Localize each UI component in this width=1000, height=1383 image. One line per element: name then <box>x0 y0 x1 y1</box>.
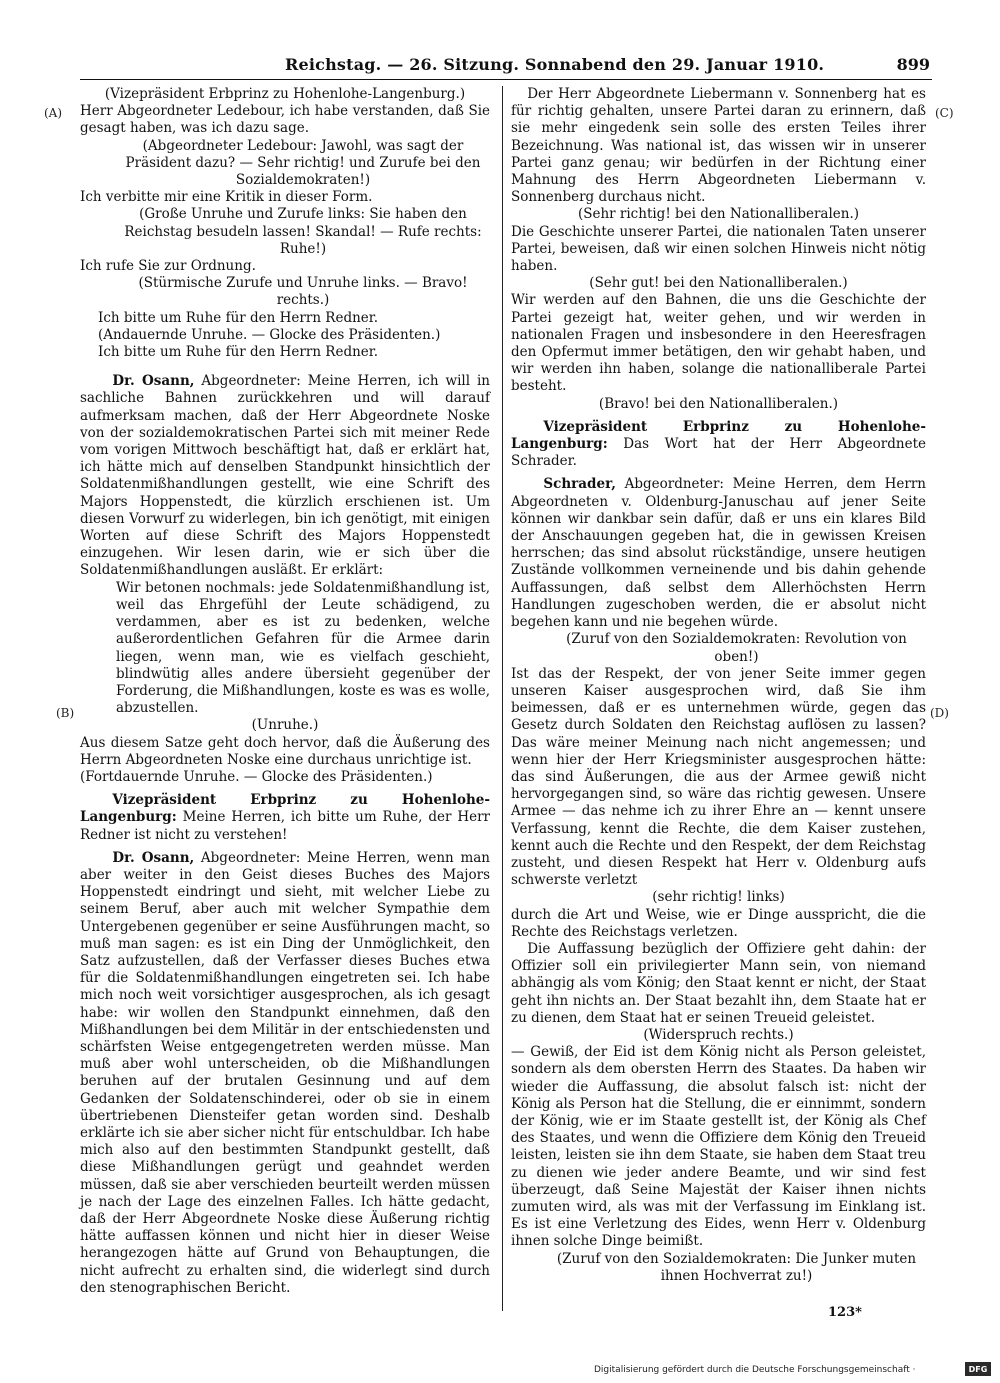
text-block <box>511 224 926 276</box>
text-content: Die Auffassung bezüglich der Offiziere geht dahin: der Offizier soll ein privilegierter Mann sein, von niemand abhängig als vom König; den Staat kennt er nicht, der Staat geht ihn nichts an. Der Staat bezahlt ihn, dem Staate hat er zu dienen, dem Staat hat er seinen Treueid geleistet. <box>511 940 926 1026</box>
text-block <box>511 1027 926 1044</box>
text-content: (Widerspruch rechts.) <box>643 1026 794 1043</box>
text-content: (Stürmische Zurufe und Unruhe links. — Bravo! rechts.) <box>138 275 468 309</box>
text-block <box>80 792 490 844</box>
margin-mark-c: (C) <box>935 106 954 120</box>
text-block <box>511 396 926 413</box>
text-content: Abgeordneter: Meine Herren, ich will in sachliche Bahnen zurückkehren und will darauf aufmerksam machen, daß der Herr Abgeordnete Noske von der sozialdemokratischen Partei sich mit meiner Rede vom vorigen Mittwoch beschäftigt hat, daß er erklärt hat, ich hätte mich auf denselben Standpunkt hinsichtlich der Soldatenmißhandlungen gestellt, wie eine Schrift des Majors Hoppenstedt, die kürzlich erschienen ist. Um diesen Vorwurf zu widerlegen, bin ich genötigt, mit einigen Worten auf diese Schrift des Majors Hoppenstedt einzugehen. Wir lesen darin, wie er sich über die Soldatenmißhandlungen ausläßt. Er erklärt: <box>80 373 490 579</box>
text-content: (Sehr richtig! bei den Nationalliberalen.) <box>577 206 860 223</box>
speaker-name: Dr. Osann, <box>112 373 195 390</box>
text-block <box>511 1251 926 1285</box>
column-divider <box>502 86 503 1311</box>
margin-mark-a: (A) <box>44 106 63 120</box>
text-block <box>511 419 926 471</box>
text-content: Herr Abgeordneter Ledebour, ich habe verstanden, daß Sie gesagt haben, was ich dazu sage. <box>80 103 490 137</box>
speaker-name: Vizepräsident Erbprinz zu Hohenlohe-Langenburg: <box>511 418 926 453</box>
margin-mark-d: (D) <box>930 706 949 720</box>
text-content: Ich verbitte mir eine Kritik in dieser Form. <box>80 189 373 206</box>
text-content: Abgeordneter: Meine Herren, dem Herrn Abgeordneten v. Oldenburg-Januschau auf jener Seite können wir dankbar sein dafür, daß er uns ein klares Bild der Anschauungen gegeben hat, die in gewissen Kreisen herrschen; das sind absolut rückständige, unsere heutigen Zustände vollkommen verneinende und bis dahin gehende Auffassungen, daß selbst dem Allerhöchsten Herrn Handlungen zugeschoben werden, die er absolut nicht begehen kann und nie begehen würde. <box>511 476 926 631</box>
page-title: Reichstag. — 26. Sitzung. Sonnabend den 29. Januar 1910. <box>285 55 825 74</box>
paragraph-gap <box>80 361 490 373</box>
text-content: Ich bitte um Ruhe für den Herrn Redner. <box>98 344 379 361</box>
text-content: Wir werden auf den Bahnen, die uns die Geschichte der Partei gezeigt hat, weiter gehen, und wir werden in nationalen Fragen und insbesondere in den Heeresfragen den Opfermut immer betätigen, den wir gehabt haben, und wir werden ihn haben, solange die nationalliberale Partei besteht. <box>511 292 926 395</box>
text-content: (Andauernde Unruhe. — Glocke des Präsidenten.) <box>98 326 441 343</box>
text-content: Meine Herren, ich bitte um Ruhe, der Herr Redner ist nicht zu verstehen! <box>80 809 490 843</box>
text-content: (sehr richtig! links) <box>652 889 785 906</box>
dfg-logo: DFG <box>965 1362 991 1376</box>
text-content: (Unruhe.) <box>251 717 319 734</box>
text-content: (Zuruf von den Sozialdemokraten: Revolution von oben!) <box>566 631 907 665</box>
right-text-column <box>511 86 926 1285</box>
text-content: (Fortdauernde Unruhe. — Glocke des Präsidenten.) <box>80 768 433 785</box>
text-block <box>80 373 490 579</box>
text-block <box>80 206 490 258</box>
text-content: Abgeordneter: Meine Herren, wenn man aber weiter in den Geist dieses Buches des Majors Hoppenstedt eindringt und sieht, mit welcher Liebe zu seinem Beruf, aber auch mit welcher Sympathie dem Untergebenen gegenüber er seine Ausführungen macht, so muß man sagen: es ist ein Ding der Unmöglichkeit, den Satz aufzustellen, daß der Verfasser dieses Buches etwa für die Soldatenmißhandlungen eingetreten sei. Ich habe mich noch weit vorsichtiger ausgesprochen, als ich gesagt habe: wir wollen den Standpunkt einnehmen, daß den Mißhandlungen bei dem Militär in der entschiedensten und schärfsten Weise entgegengetreten werden müsse. Man muß aber wohl unterscheiden, ob die Mißhandlungen beruhen auf der brutalen Gesinnung und auf dem Gedanken der Soldatenschinderei, oder ob sie in einem übertriebenen Diensteifer getan worden sind. Deshalb erklärte ich sie aber sicher nicht für entschuldbar. Ich habe mich also auf den bestimmten Standpunkt gestellt, daß diese Mißhandlungen gerügt und geahndet werden müssen, daß sie aber verschieden beurteilt werden müssen je nach der Lage des einzelnen Falles. Ich hätte gedacht, daß der Herr Abgeordnete Noske diese Äußerung richtig hätte auffassen können und nicht hier in dieser Weise herangezogen hätte auf Grund von Behauptungen, die nicht aufrecht zu erhalten sind, die widerlegt sind durch den stenographischen Bericht. <box>80 849 490 1296</box>
left-text-column <box>80 86 490 1297</box>
text-block <box>80 735 490 769</box>
text-content: durch die Art und Weise, wie er Dinge ausspricht, die die Rechte des Reichstags verletzen. <box>511 906 926 940</box>
text-content: Ich bitte um Ruhe für den Herrn Redner. <box>98 309 379 326</box>
text-block <box>511 476 926 631</box>
text-content: (Zuruf von den Sozialdemokraten: Die Junker muten ihnen Hochverrat zu!) <box>556 1250 917 1284</box>
text-block <box>80 327 490 344</box>
text-block <box>80 769 490 786</box>
page-header <box>80 55 930 77</box>
text-content: Der Herr Abgeordnete Liebermann v. Sonnenberg hat es für richtig gehalten, unsere Partei daran zu erinnern, daß sie mehr eingedenk sein solle des ersten Teiles ihrer Bezeichnung. Was national ist, das wissen wir in unserer Partei ganz genau; wir bedürfen in der Richtung einer Mahnung des Herrn Abgeordneten Liebermann v. Sonnenberg durchaus nicht. <box>511 86 926 206</box>
header-rule <box>80 79 932 80</box>
text-block <box>511 292 926 395</box>
speaker-name: Dr. Osann, <box>112 849 195 866</box>
text-block <box>80 138 490 190</box>
text-block <box>511 631 926 665</box>
text-block <box>80 850 490 1297</box>
footer-credit: Digitalisierung gefördert durch die Deutsche Forschungsgemeinschaft · <box>594 1365 916 1375</box>
text-content: — Gewiß, der Eid ist dem König nicht als Person geleistet, sondern als dem obersten Herrn des Staates. Da haben wir wieder die Auffassung, die absolut falsch ist: nicht der König als Person hat die Stellung, die er einnimmt, sondern der König, wie er im Staate gestellt ist, der König als Chef des Staates, und wenn die Offiziere dem König den Treueid leisten, leisten sie ihn dem Staate, sie haben dem Staat treu zu dienen wie jeder andere Beamte, und wir sind fest überzeugt, daß Seine Majestät der Kaiser ihnen nichts zumuten wird, als was mit der Verfassung im Einklang ist. Es ist eine Verletzung des Eides, wenn Herr v. Oldenburg ihnen solche Dinge beimißt. <box>511 1044 926 1250</box>
text-block <box>511 666 926 890</box>
text-block <box>511 275 926 292</box>
speaker-name: Schrader, <box>543 476 616 493</box>
text-block <box>511 941 926 1027</box>
text-block <box>80 86 490 103</box>
text-content: (Große Unruhe und Zurufe links: Sie haben den Reichstag besudeln lassen! Skandal! — Rufe rechts: Ruhe!) <box>124 206 482 257</box>
text-content: Ich rufe Sie zur Ordnung. <box>80 258 256 275</box>
text-block <box>80 580 490 718</box>
text-content: Ist das der Respekt, der von jener Seite immer gegen unseren Kaiser ausgesprochen wird, daß Sie ihm beimessen, daß er es unternehmen würde, gegen das Gesetz durch Soldaten den Reichstag auflösen zu lassen? Das wäre meiner Meinung nach nicht angemessen; und wenn hier der Herr Kriegsminister ausgesprochen hätte: das sind Äußerungen, die aus der Armee gewiß nicht hervorgegangen sind, so wäre das richtig gewesen. Unsere Armee — das nehme ich zu ihrer Ehre an — kennt unsere Verfassung, kennt die Rechte, die dem Kaiser zustehen, kennt auch die Rechte und den Respekt, der dem Reichstag zusteht, und diesen Respekt hat Herr v. Oldenburg aufs schwerste verletzt <box>511 665 926 889</box>
text-block <box>80 258 490 275</box>
text-block <box>80 310 490 327</box>
text-content: (Abgeordneter Ledebour: Jawohl, was sagt der Präsident dazu? — Sehr richtig! und Zurufe bei den Sozialdemokraten!) <box>125 137 481 189</box>
text-block <box>80 103 490 137</box>
signature-mark: 123* <box>828 1305 862 1320</box>
text-block <box>511 889 926 906</box>
text-content: Wir betonen nochmals: jede Soldatenmißhandlung ist, weil das Ehrgefühl der Leute schädigend, zu verdammen, aber es ist zu bedenken, welche außerordentlichen Gefahren für die Armee darin liegen, wenn man, wie es vielfach geschieht, blindwütig alles andere übersieht gegenüber der Forderung, die Mißhandlungen, koste es was es wolle, abzustellen. <box>116 579 490 717</box>
page-number: 899 <box>896 55 930 74</box>
text-block <box>80 344 490 361</box>
text-content: (Bravo! bei den Nationalliberalen.) <box>598 395 839 412</box>
text-block <box>80 717 490 734</box>
text-block <box>80 275 490 309</box>
text-block <box>80 189 490 206</box>
text-content: (Vizepräsident Erbprinz zu Hohenlohe-Langenburg.) <box>104 86 466 102</box>
text-block <box>511 907 926 941</box>
text-content: Aus diesem Satze geht doch hervor, daß die Äußerung des Herrn Abgeordneten Noske eine durchaus unrichtige ist. <box>80 734 490 768</box>
text-content: Das Wort hat der Herr Abgeordnete Schrader. <box>511 436 926 470</box>
margin-mark-b: (B) <box>56 706 75 720</box>
text-block <box>511 86 926 206</box>
text-content: Die Geschichte unserer Partei, die nationalen Taten unserer Partei, beweisen, daß wir einen solchen Hinweis nicht nötig haben. <box>511 223 926 275</box>
text-block <box>511 206 926 223</box>
text-content: (Sehr gut! bei den Nationalliberalen.) <box>589 275 848 292</box>
speaker-name: Vizepräsident Erbprinz zu Hohenlohe-Langenburg: <box>80 792 490 826</box>
text-block <box>511 1044 926 1250</box>
